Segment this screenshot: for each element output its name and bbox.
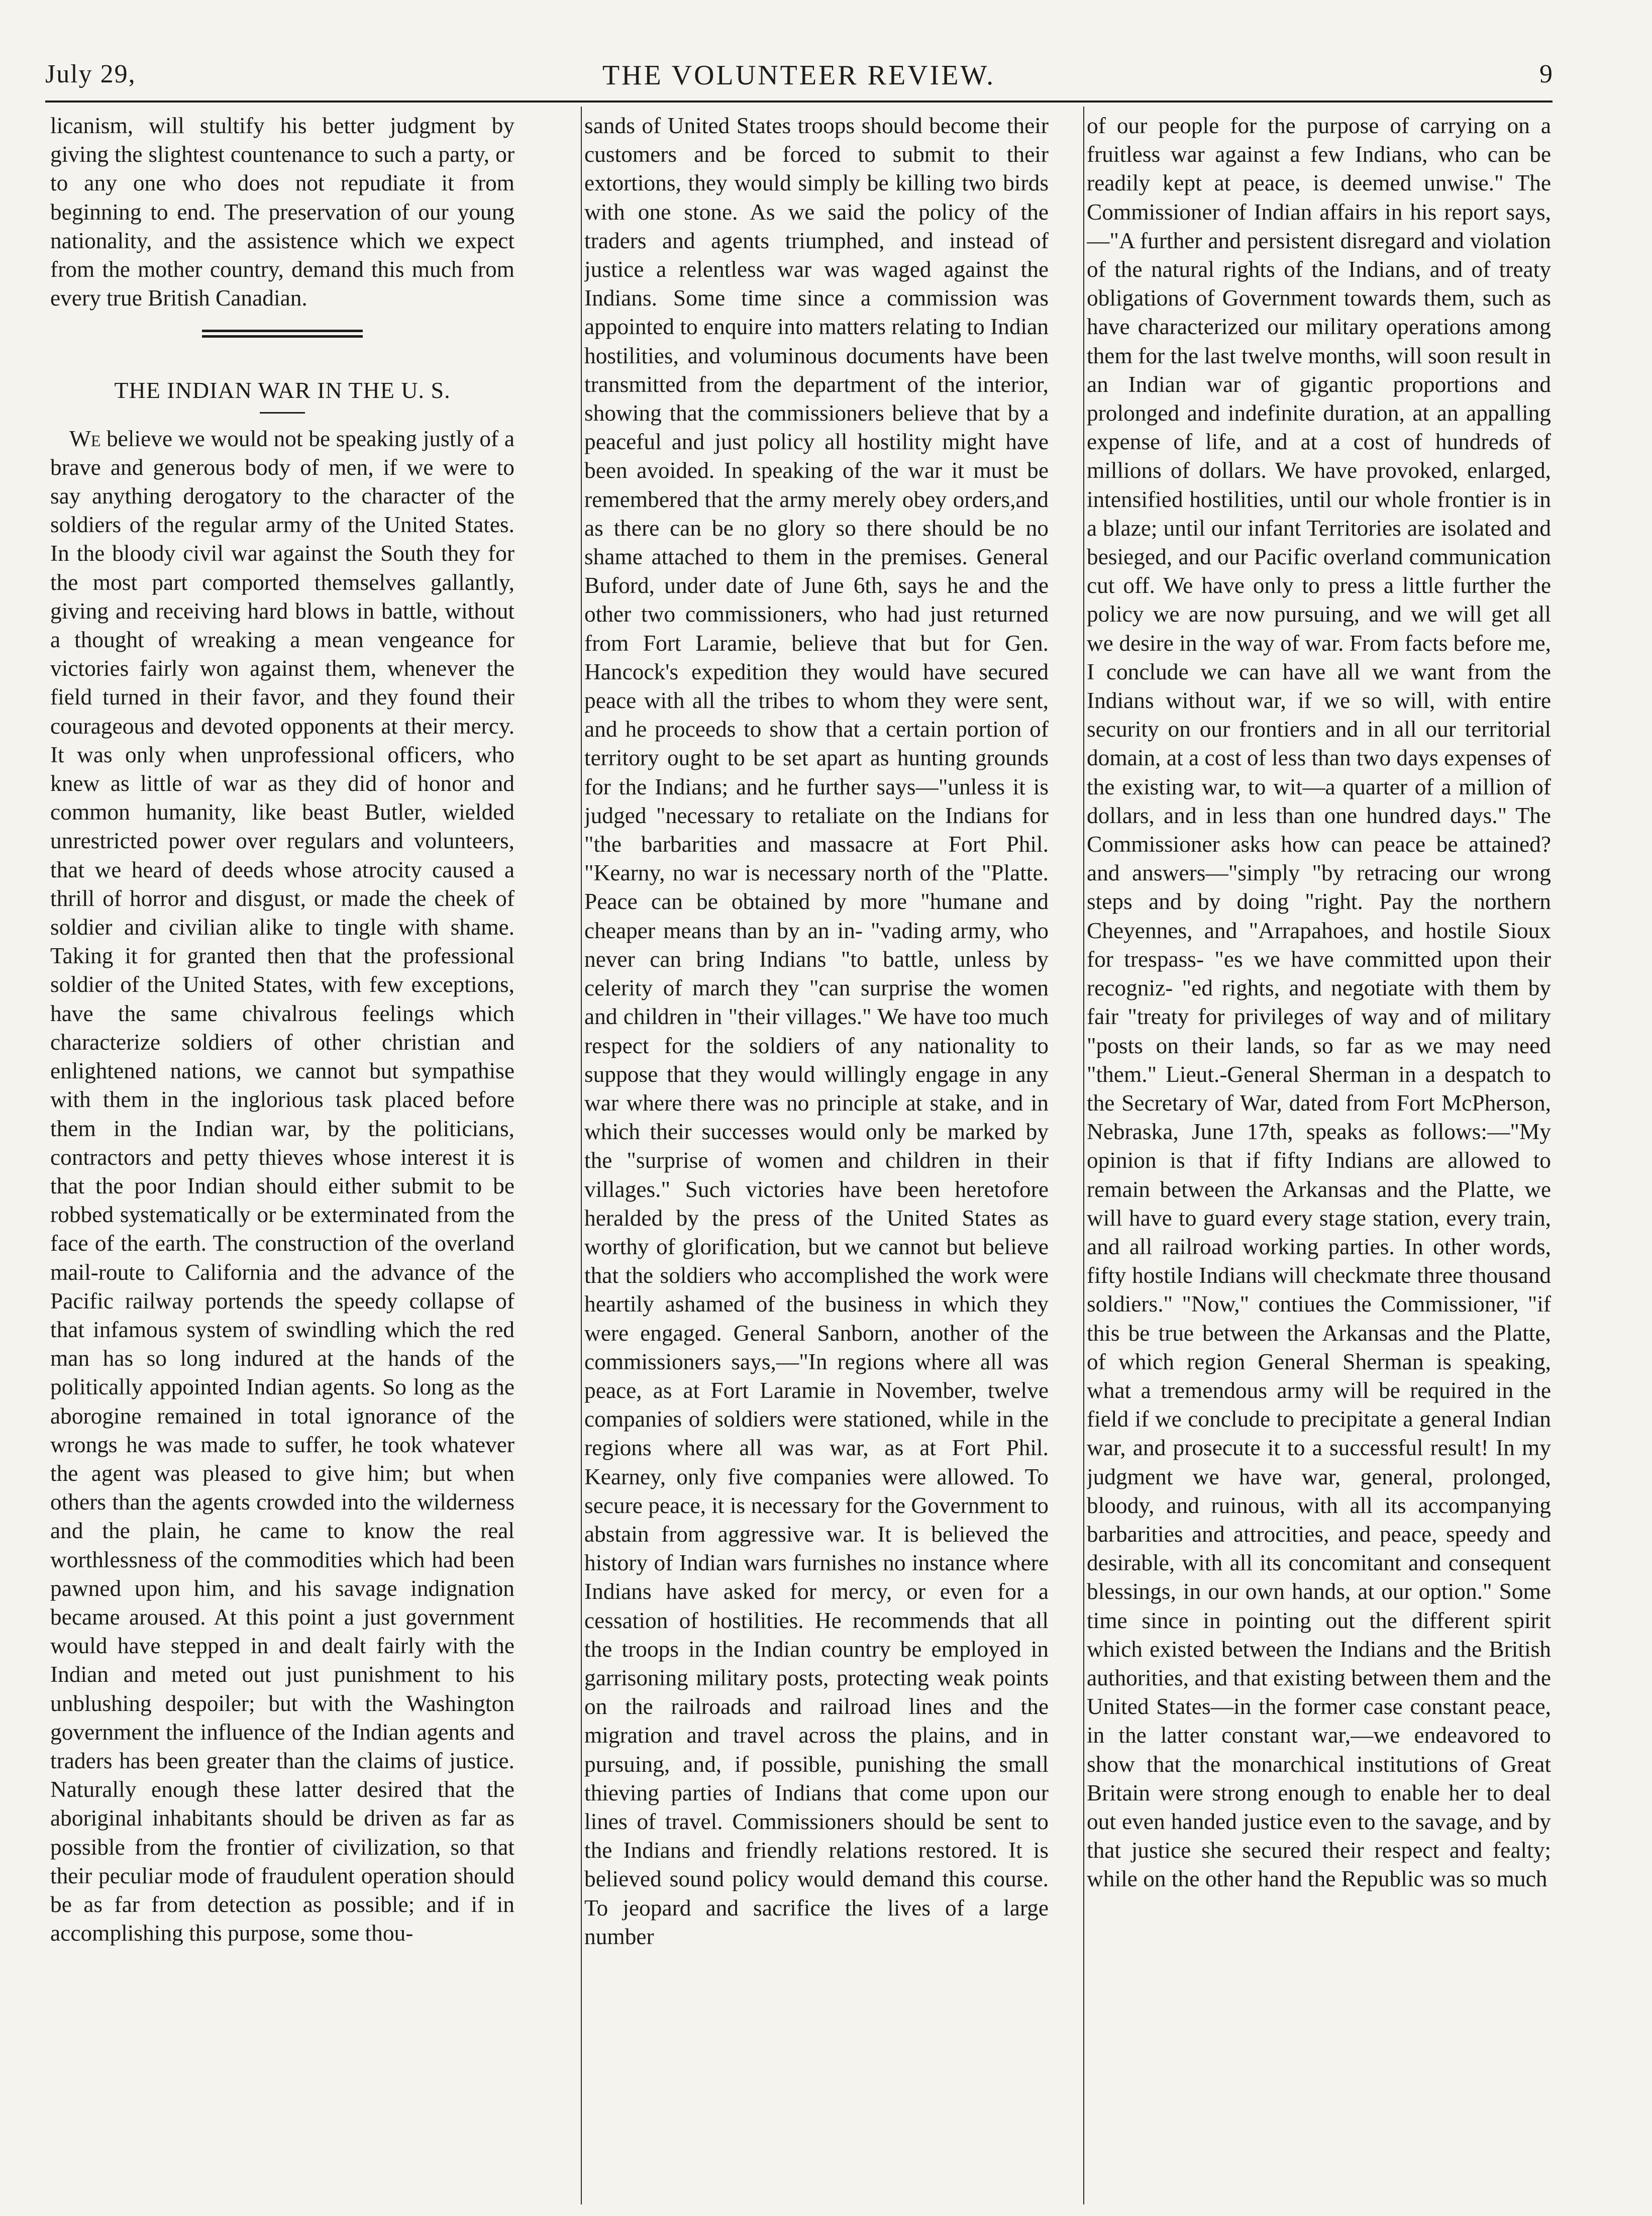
article-text: sands of United States troops should become their customers and be forced to submit to their extortions, they would simply be killing two birds with one stone. As we said the policy of the traders and agents triumphed, and instead of justice a relentless war was waged against the Indians. Some time since a commission was appointed to enquire into matters relating to Indian hostilities, and voluminous documents have been transmitted from the department of the interior, showing that the commissioners believe that by a peaceful and just policy all hostility might have been avoided. In speaking of the war it must be remembered that the army merely obey orders,and as there can be no glory so there should be no shame attached to them in the premises. General Buford, under date of June 6th, says he and the other two commissioners, who had just returned from Fort Laramie, believe that but for Gen. Hancock's expedition they would have secured peace with all the tribes to whom they were sent, and he proceeds to show that a certain portion of territory ought to be set apart as hunting grounds for the Indians; and he further says—"unless it is judged "necessary to retaliate on the Indians for "the barbarities and massacre at Fort Phil. "Kearny, no war is necessary north of the "Platte. Peace can be obtained by more "humane and cheaper means than by an in- "vading army, who never can bring Indians "to battle, unless by celerity of march they "can surprise the women and children in "their villages." We have too much respect for the soldiers of any nationality to suppose that they would willingly engage in any war where there was no principle at stake, and in which their successes would only be marked by the "surprise of women and children in their villages." Such victories have been heretofore heralded by the press of the United States as worthy of glorification, but we cannot but believe that the soldiers who accomplished the work were heartily ashamed of the business in which they were engaged. General Sanborn, another of the commissioners says,—"In regions where all was peace, as at Fort Laramie in November, twelve companies of soldiers were stationed, while in the regions where all was war, as at Fort Phil. Kearney, only five companies were allowed. To secure peace, it is necessary for the Government to abstain from aggressive war. It is believed the history of Indian wars furnishes no instance where Indians have asked for mercy, or even for a cessation of hostilities. He recommends that all the troops in the Indian country be employed in garrisoning military posts, protecting weak points on the railroads and railroad lines and the migration and travel across the plains, and in pursuing, and, if possible, punishing the small thieving parties of Indians that come upon our lines of travel. Commissioners should be sent to the Indians and friendly relations restored. It is believed sound policy would demand this course. To jeopard and sacrifice the lives of a large number — [584, 113, 1049, 1949]
page-header — [45, 59, 1553, 94]
column-3 — [1087, 112, 1551, 2197]
article-heading: THE INDIAN WAR IN THE U. S. — [114, 377, 451, 404]
column-1 — [50, 112, 514, 2197]
column-divider — [581, 107, 582, 2204]
section-separator — [202, 330, 363, 338]
header-title: THE VOLUNTEER REVIEW. — [602, 60, 996, 91]
article-continuation: licanism, will stultify his better judgment by giving the slightest countenance to such a party, or to any one who does not repudiate it from beginning to end. The preservation of our young nationality, and the assistence which we expect from the mother country, demand this much from every true British Canadian. — [50, 113, 514, 311]
header-rule — [45, 100, 1553, 103]
article-body — [50, 425, 514, 1948]
article-text: of our people for the purpose of carrying on a fruitless war against a few Indians, who can be readily kept at peace, is deemed unwise." The Commissioner of Indian affairs in his report says,—"A further and persistent disregard and violation of the natural rights of the Indians, and of treaty obligations of Government towards them, such as have characterized our military operations among them for the last twelve months, will soon result in an Indian war of gigantic proportions and prolonged and indefinite duration, at an appalling expense of life, and at a cost of hundreds of millions of dollars. We have provoked, enlarged, intensified hostilities, until our whole frontier is in a blaze; until our infant Territories are isolated and besieged, and our Pacific overland communication cut off. We have only to press a little further the policy we are now pursuing, and we will get all we desire in the way of war. From facts before me, I conclude we can have all we want from the Indians without war, if we so will, with entire security on our frontiers and in all our territorial domain, at a cost of less than two days expenses of the existing war, to wit—a quarter of a million of dollars, and in less than one hundred days." The Commissioner asks how can peace be attained? and answers—"simply "by retracing our wrong steps and by doing "right. Pay the northern Cheyennes, and "Arrapahoes, and hostile Sioux for trespass- "es we have committed upon their recogniz- "ed rights, and negotiate with them by fair "treaty for privileges of way and of military "posts on their lands, so far as we may need "them." Lieut.-General Sherman in a despatch to the Secretary of War, dated from Fort McPherson, Nebraska, June 17th, speaks as follows:—"My opinion is that if fifty Indians are allowed to remain between the Arkansas and the Platte, we will have to guard every stage station, every train, and all railroad working parties. In other words, fifty hostile Indians will checkmate three thousand soldiers." "Now," contiues the Commissioner, "if this be true between the Arkansas and the Platte, of which region General Sherman is speaking, what a tremendous army will be required in the field if we conclude to precipitate a general Indian war, and prosecute it to a successful result! In my judgment we have war, general, prolonged, bloody, and ruinous, with all its accompanying barbarities and attrocities, and peace, speedy and desirable, with all its concomitant and consequent blessings, in our own hands, at our option." Some time since in pointing out the different spirit which existed between the Indians and the British authorities, and that existing between them and the United States—in the former case constant peace, in the latter constant war,—we endeavored to show that the monarchical institutions of Great Britain were strong enough to enable her to deal out even handed justice even to the savage, and by that justice she secured their respect and fealty; while on the other hand the Republic was so much — [1087, 113, 1551, 1892]
column-divider — [1083, 107, 1084, 2204]
header-date: July 29, — [45, 60, 136, 88]
lead-word: We — [69, 426, 101, 451]
heading-rule — [260, 412, 305, 414]
column-2 — [584, 112, 1049, 2197]
page-number: 9 — [1539, 60, 1553, 88]
article-text: believe we would not be speaking justly of a brave and generous body of men, if we were to say anything derogatory to the character of the soldiers of the regular army of the United States. In the bloody civil war against the South they for the most part comported themselves gallantly, giving and receiving hard blows in battle, without a thought of wreaking a mean vengeance for victories fairly won against them, whenever the field turned in their favor, and they found their courageous and devoted opponents at their mercy. It was only when unprofessional officers, who knew as little of war as they did of honor and common humanity, like beast Butler, wielded unrestricted power over regulars and volunteers, that we heard of deeds whose atrocity caused a thrill of horror and disgust, or made the cheek of soldier and civilian alike to tingle with shame. Taking it for granted then that the professional soldier of the United States, with few exceptions, have the same chivalrous feelings which characterize soldiers of other christian and enlightened nations, we cannot but sympathise with them in the inglorious task placed before them in the Indian war, by the politicians, contractors and petty thieves whose interest it is that the poor Indian should either submit to be robbed systematically or be exterminated from the face of the earth. The construction of the overland mail-route to California and the advance of the Pacific railway portends the speedy collapse of that infamous system of swindling which the red man has so long indured at the hands of the politically appointed Indian agents. So long as the aborogine remained in total ignorance of the wrongs he was made to suffer, he took whatever the agent was pleased to give him; but when others than the agents crowded into the wilderness and the plain, he came to know the real worthlessness of the commodities which had been pawned upon him, and his savage indignation became aroused. At this point a just government would have stepped in and dealt fairly with the Indian and meted out just punishment to his unblushing despoiler; but with the Washington government the influence of the Indian agents and traders has been greater than the claims of justice. Naturally enough these latter desired that the aboriginal inhabitants should be driven as far as possible from the frontier of civilization, so that their peculiar mode of fraudulent operation should be as far from detection as possible; and if in accomplishing this purpose, some thou- — [50, 426, 514, 1946]
